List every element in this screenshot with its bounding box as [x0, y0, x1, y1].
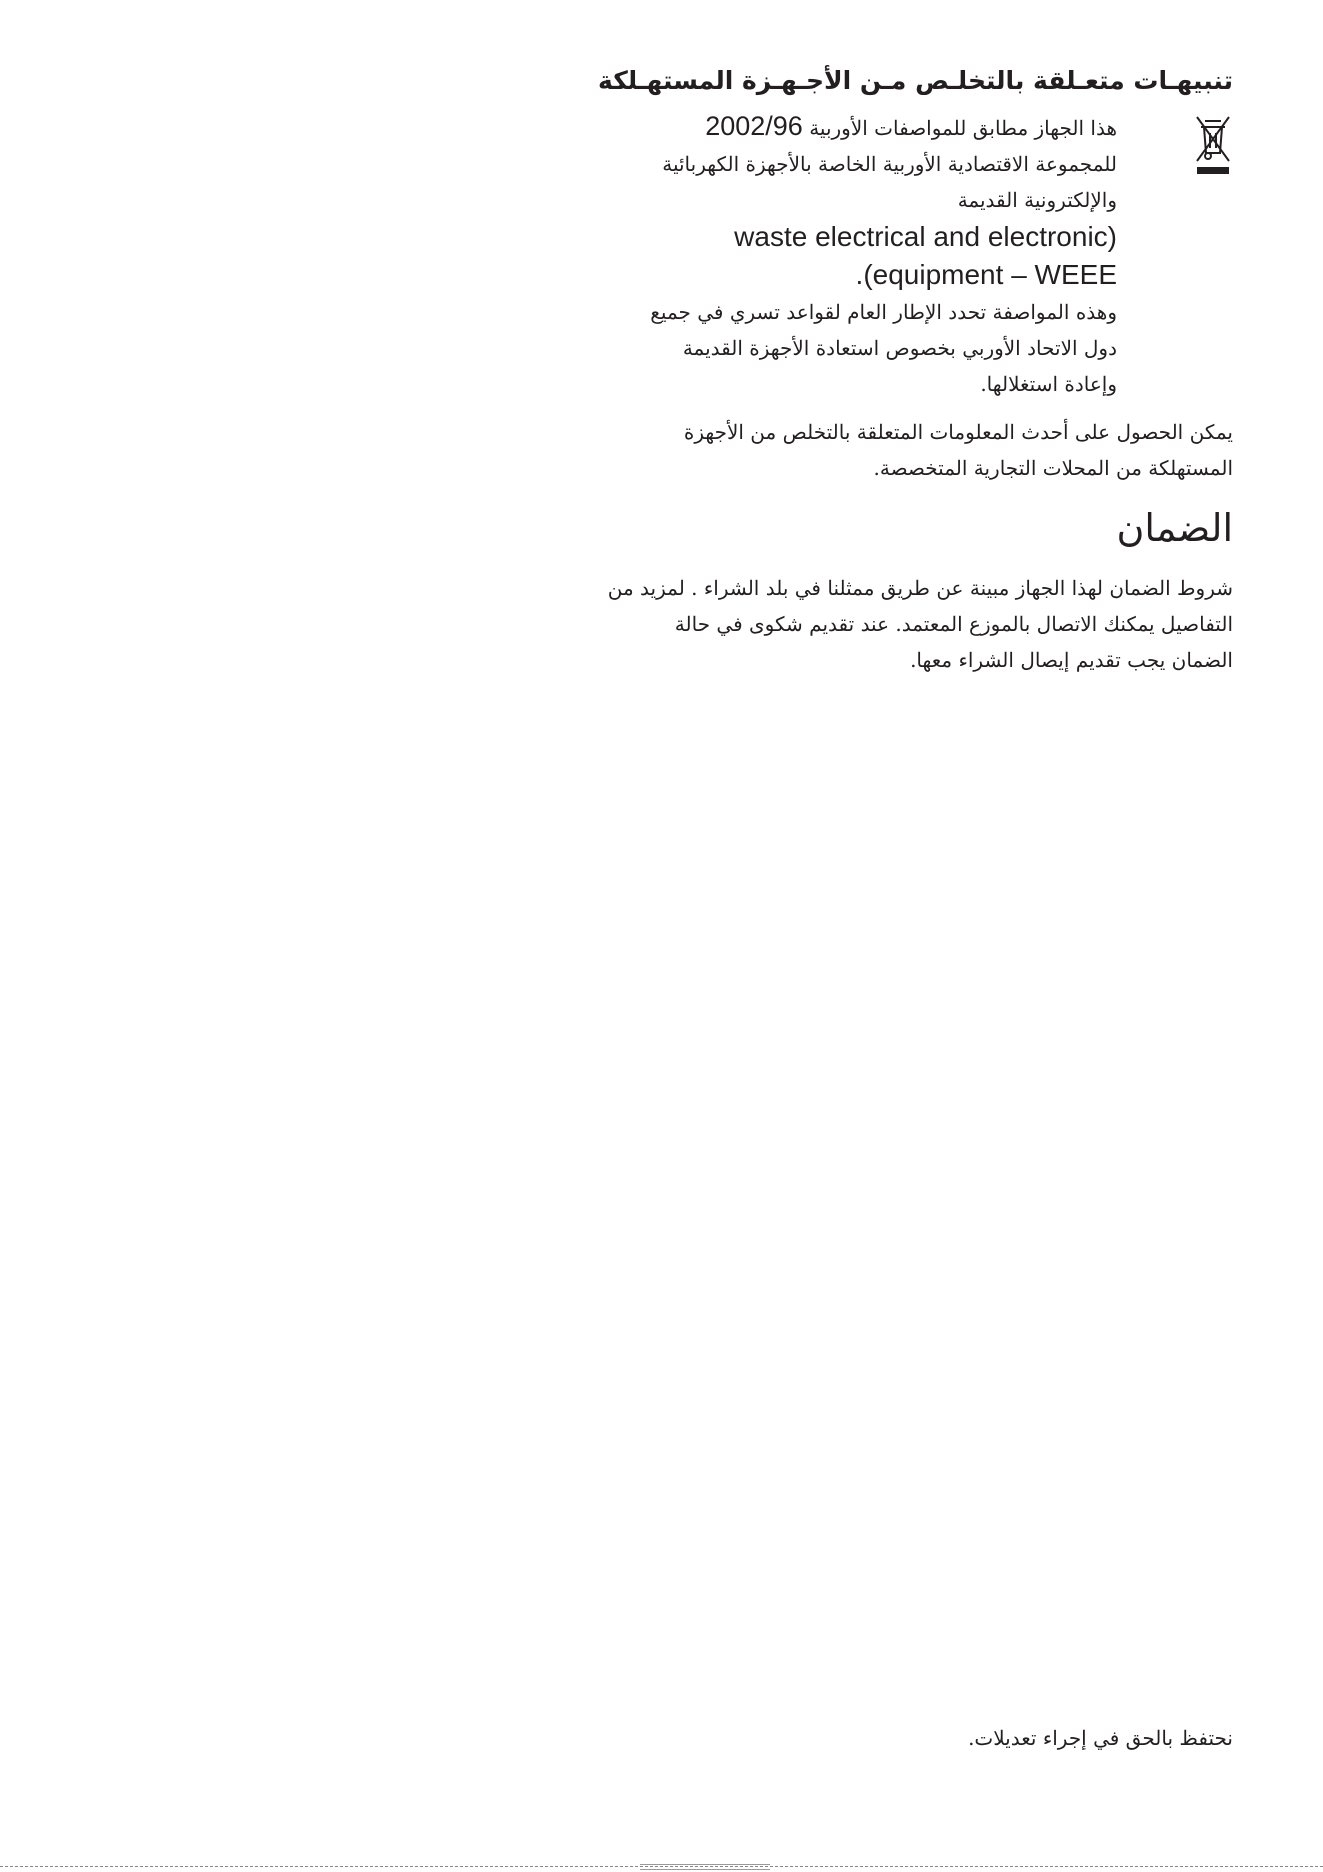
guarantee-paragraph — [607, 570, 1233, 678]
disposal-heading: تنبيهـات متعـلقة بالتخلـص مـن الأجـهـزة المستهـلكة — [598, 66, 1233, 95]
weee-line-1 — [557, 108, 1117, 146]
info-line-2: المستهلكة من المحلات التجارية المتخصصة. — [873, 456, 1233, 480]
weee-english-line-1: waste electrical and electronic) — [734, 221, 1117, 252]
modification-rights-note: نحتفظ بالحق في إجراء تعديلات. — [968, 1726, 1233, 1750]
disposal-info-paragraph — [633, 414, 1233, 486]
weee-line-6: وهذه المواصفة تحدد الإطار العام لقواعد تسري في جميع — [650, 300, 1117, 324]
weee-line-2: للمجموعة الاقتصادية الأوربية الخاصة بالأجهزة الكهربائية — [662, 152, 1117, 176]
weee-line-1-text: هذا الجهاز مطابق للمواصفات الأوربية — [809, 116, 1117, 140]
weee-line-3: والإلكترونية القديمة — [957, 188, 1117, 212]
weee-line-8: وإعادة استغلالها. — [980, 372, 1117, 396]
weee-directive-number: 2002/96 — [705, 111, 803, 141]
guarantee-title: الضمان — [1116, 506, 1233, 550]
guarantee-line-2: التفاصيل يمكنك الاتصال بالموزع المعتمد. عند تقديم شكوى في حالة — [674, 612, 1233, 636]
guarantee-line-3: الضمان يجب تقديم إيصال الشراء معها. — [910, 648, 1233, 672]
page-bottom-mark — [640, 1864, 770, 1870]
guarantee-line-1: شروط الضمان لهذا الجهاز مبينة عن طريق ممثلنا في بلد الشراء . لمزيد من — [607, 576, 1233, 600]
info-line-1: يمكن الحصول على أحدث المعلومات المتعلقة بالتخلص من الأجهزة — [683, 420, 1233, 444]
weee-paragraph — [557, 108, 1117, 402]
weee-english-line-2: .(equipment – WEEE — [855, 259, 1117, 290]
weee-line-7: دول الاتحاد الأوربي بخصوص استعادة الأجهزة القديمة — [682, 336, 1117, 360]
crossed-out-wheelie-bin-icon — [1193, 113, 1233, 177]
